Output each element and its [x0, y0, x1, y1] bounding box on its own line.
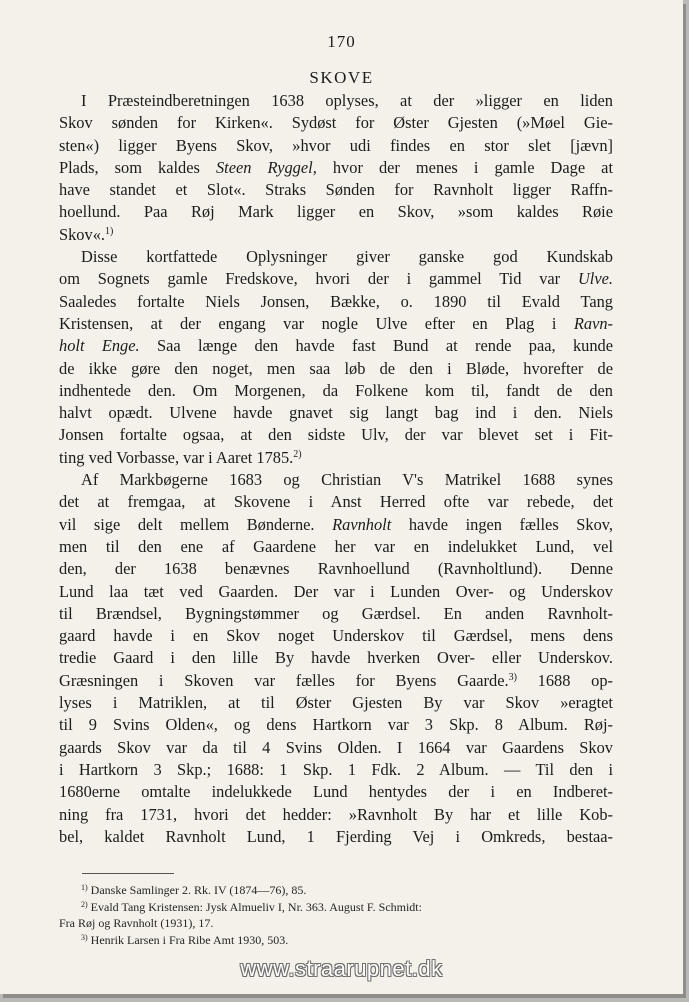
text-line: [59, 358, 613, 380]
text-run: 1680erne omtalte indelukkede Lund hentydes der i en Indberet-: [59, 782, 613, 802]
footnote-marker: 2): [81, 899, 88, 909]
text-line: [59, 491, 613, 513]
text-line: [59, 179, 613, 201]
text-line: [59, 157, 613, 179]
section-title: SKOVE: [309, 68, 374, 87]
text-line: [59, 335, 613, 357]
text-line: [59, 692, 613, 714]
text-run: Saaledes fortalte Niels Jonsen, Bække, o. 1890 til Evald Tang: [59, 291, 613, 311]
text-run: Lund laa tæt ved Gaarden. Der var i Lunden Over- og Underskov: [59, 581, 613, 601]
text-line: [59, 112, 613, 134]
footnote-line: [59, 882, 613, 899]
text-run: Fra Røj og Ravnholt (1931), 17.: [59, 916, 214, 930]
text-run: I Præsteindberetningen 1638 oplyses, at der »ligger en liden: [81, 91, 613, 110]
text-line: [59, 647, 613, 669]
text-run: til 9 Svins Olden«, og dens Hartkorn var 3 Skp. 8 Album. Røj-: [59, 715, 613, 735]
text-line: [59, 268, 613, 290]
text-run: de ikke gøre den noget, men saa løb de den i Bløde, hvorefter de: [59, 358, 613, 378]
footnote-marker: 1): [105, 225, 114, 237]
text-line: [59, 201, 613, 223]
italic-text: Ravn-: [573, 313, 613, 333]
footnote-line: [59, 899, 613, 916]
text-line: [59, 135, 613, 157]
text-run: Græsningen i Skoven var fælles for Byens Gaarde.: [59, 670, 509, 690]
text-run: indhentede den. Om Morgenen, da Folkene kom til, fandt de den: [59, 380, 613, 400]
text-line: [59, 291, 613, 313]
text-run: halvt opædt. Ulvene havde gnavet sig langt bag ind i den. Niels: [59, 403, 613, 423]
text-run: Henrik Larsen i Fra Ribe Amt 1930, 503.: [87, 932, 289, 947]
text-line: [59, 447, 613, 469]
footnotes: [59, 882, 613, 948]
text-line: [59, 90, 613, 112]
text-run: havde ingen fælles Skov,: [391, 514, 614, 534]
text-line: [59, 603, 613, 625]
text-line: [59, 581, 613, 603]
text-run: Jonsen fortalte ogsaa, at den sidste Ulv, der var blevet set i Fit-: [59, 425, 613, 445]
text-run: Skov«.: [59, 224, 105, 244]
footnote-marker: 1): [81, 883, 88, 892]
text-line: [59, 737, 613, 759]
text-run: den, der 1638 benævnes Ravnhoellund (Ravnholtlund). Denne: [59, 559, 613, 579]
text-line: [59, 826, 613, 848]
text-run: det at fremgaa, at Skovene i Anst Herred ofte var rebede, det: [59, 492, 613, 512]
text-line: [59, 514, 613, 536]
text-run: gaards Skov var da til 4 Svins Olden. I 1664 var Gaardens Skov: [59, 737, 613, 757]
text-run: ning fra 1731, hvori det hedder: »Ravnholt By har et lille Kob-: [59, 804, 613, 824]
text-line: [59, 804, 613, 826]
text-run: hoellund. Paa Røj Mark ligger en Skov, »som kaldes Røie: [59, 202, 613, 222]
text-run: Saa længe den havde fast Bund at rende paa, kunde: [139, 336, 614, 356]
text-run: have standet et Slot«. Straks Sønden for Ravnholt ligger Raffn-: [59, 180, 613, 200]
footnote-line: [59, 932, 613, 949]
text-run: vil sige delt mellem Bønderne.: [59, 514, 333, 534]
text-line: [59, 781, 613, 803]
text-run: Danske Samlinger 2. Rk. IV (1874—76), 85.: [87, 883, 307, 897]
italic-text: holt Enge.: [59, 336, 140, 356]
footnote-line: [59, 915, 613, 932]
text-line: [59, 625, 613, 647]
text-line: [59, 224, 613, 246]
text-run: tredie Gaard i den lille By havde hverken Over- eller Underskov.: [59, 648, 613, 668]
text-run: ting ved Vorbasse, var i Aaret 1785.: [59, 447, 294, 467]
italic-text: Steen Ryggel,: [215, 157, 317, 177]
text-run: hvor der menes i gamle Dage at: [316, 157, 613, 177]
footnote-divider: [82, 873, 174, 874]
footnote-marker: 2): [293, 448, 302, 460]
italic-text: Ulve.: [577, 269, 613, 289]
text-run: til Brændsel, Bygningstømmer og Gærdsel. En anden Ravnholt-: [59, 603, 613, 623]
text-line: [59, 670, 613, 692]
text-run: sten«) ligger Byens Skov, »hvor udi findes en stor slet [jævn]: [59, 135, 613, 155]
text-line: [59, 469, 613, 491]
text-run: men til den ene af Gaardene her var en indelukket Lund, vel: [59, 536, 613, 556]
text-run: Kristensen, at der engang var nogle Ulve efter en Plag i: [59, 313, 574, 333]
text-run: 1688 op-: [516, 670, 613, 690]
text-line: [59, 759, 613, 781]
text-run: Af Markbøgerne 1683 og Christian V's Matrikel 1688 synes: [81, 470, 613, 490]
site-watermark: www.straarupnet.dk: [240, 956, 443, 981]
text-run: lyses i Matriklen, at til Øster Gjesten By var Skov »eragtet: [59, 693, 613, 713]
footnote-marker: 3): [508, 671, 517, 683]
text-line: [59, 558, 613, 580]
text-run: Evald Tang Kristensen: Jysk Almueliv I, Nr. 363. August F. Schmidt:: [87, 899, 422, 914]
body-text: [59, 90, 613, 848]
text-run: Skov sønden for Kirken«. Sydøst for Øster Gjesten (»Møel Gie-: [59, 113, 613, 133]
text-line: [59, 402, 613, 424]
text-run: bel, kaldet Ravnholt Lund, 1 Fjerding Vej i Omkreds, bestaa-: [59, 826, 613, 846]
text-run: gaard havde i en Skov noget Underskov til Gærdsel, mens dens: [59, 626, 613, 646]
text-line: [59, 424, 613, 446]
footnote-marker: 3): [81, 932, 88, 942]
text-line: [59, 246, 613, 268]
page-number: 170: [327, 32, 356, 51]
text-run: i Hartkorn 3 Skp.; 1688: 1 Skp. 1 Fdk. 2 Album. — Til den i: [59, 759, 613, 779]
text-line: [59, 714, 613, 736]
text-run: om Sognets gamle Fredskove, hvori der i gammel Tid var: [59, 269, 578, 289]
italic-text: Ravnholt: [332, 514, 392, 534]
text-run: Plads, som kaldes: [59, 157, 216, 177]
text-line: [59, 380, 613, 402]
text-line: [59, 313, 613, 335]
text-run: Disse kortfattede Oplysninger giver ganske god Kundskab: [81, 247, 613, 267]
text-line: [59, 536, 613, 558]
